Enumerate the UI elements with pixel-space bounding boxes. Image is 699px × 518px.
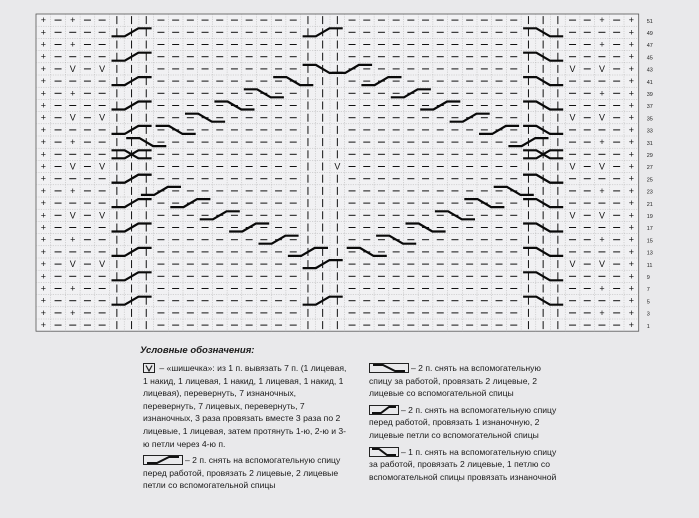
stitch-knit-symbol: + [70,234,76,245]
stitch-knit-symbol: + [40,320,46,331]
stitch-knit-symbol: + [40,271,46,282]
stitch-knit-symbol: + [70,283,76,294]
stitch-knit-symbol: + [628,161,634,172]
row-number: 37 [646,104,653,111]
cable-front-2-2-icon [143,455,183,465]
legend-item-cable-front-2-1 [369,404,557,442]
stitch-knit-symbol: + [628,76,634,87]
stitch-bobble-symbol: V [69,161,76,172]
stitch-knit-symbol: + [628,124,634,135]
row-number: 17 [646,226,653,233]
stitch-knit-symbol: + [40,259,46,270]
stitch-knit-symbol: + [628,149,634,160]
stitch-bobble-symbol: V [569,210,576,221]
stitch-knit-symbol: + [40,210,46,221]
stitch-knit-symbol: + [40,173,46,184]
stitch-knit-symbol: + [40,63,46,74]
row-number: 25 [646,177,653,184]
stitch-knit-symbol: + [599,234,605,245]
stitch-knit-symbol: + [628,210,634,221]
stitch-knit-symbol: + [628,283,634,294]
stitch-bobble-symbol: V [569,259,576,270]
stitch-knit-symbol: + [628,259,634,270]
row-number: 45 [646,55,653,62]
stitch-knit-symbol: + [628,88,634,99]
stitch-knit-symbol: + [628,137,634,148]
legend-item-cable-back-1-2 [369,446,557,484]
row-number: 43 [646,67,653,74]
stitch-knit-symbol: + [628,320,634,331]
stitch-knit-symbol: + [40,234,46,245]
stitch-knit-symbol: + [40,15,46,26]
stitch-knit-symbol: + [40,222,46,233]
legend-cable-back-1-2-text: – 1 п. снять на вспомогательную спицу за работой, провязать 2 лицевые, 1 петлю со вспомогательной спицы провязать изнаночной [369,446,557,482]
row-number: 33 [646,128,653,135]
stitch-knit-symbol: + [70,39,76,50]
legend-cable-front-2-2-text: – 2 п. снять на вспомогательную спицу перед работой, провязать 2 лицевые, 2 лицевые петли со вспомогательной спицы [143,455,341,491]
stitch-knit-symbol: + [628,271,634,282]
legend-bobble-text: – «шишечка»: из 1 п. вывязать 7 п. (1 лицевая, 1 накид, 1 лицевая, 1 накид, 1 лицевая, 1 накид, 1 лицевая), перевернуть, 7 изнаночных, перевернуть, 7 лицевых, перевернуть, 7 изнаночных, 3 раза провязать вместе 3 раза по 2 лицевые, 1 лицевая, затем протянуть 1-ю, 2-ю и 3-ю петли через 4-ю п. [143,363,347,449]
stitch-bobble-symbol: V [569,161,576,172]
stitch-knit-symbol: + [628,112,634,123]
row-number: 11 [646,262,653,269]
stitch-knit-symbol: + [40,27,46,38]
row-number: 13 [646,250,653,257]
stitch-knit-symbol: + [70,185,76,196]
row-number: 7 [646,287,650,294]
stitch-knit-symbol: + [40,149,46,160]
legend-item-cable-front-2-2 [143,454,351,492]
stitch-knit-symbol: + [628,63,634,74]
stitch-knit-symbol: + [628,234,634,245]
row-number: 9 [646,274,650,281]
row-number: 39 [646,91,653,98]
stitch-knit-symbol: + [40,198,46,209]
row-number: 5 [646,299,650,306]
stitch-knit-symbol: + [628,307,634,318]
stitch-bobble-symbol: V [598,63,605,74]
stitch-knit-symbol: + [599,15,605,26]
row-number: 15 [646,238,653,245]
stitch-bobble-symbol: V [598,259,605,270]
cable-front-2-1-purl-icon [369,405,399,415]
stitch-bobble-symbol: V [598,210,605,221]
stitch-knit-symbol: + [599,283,605,294]
stitch-knit-symbol: + [40,51,46,62]
row-number: 21 [646,201,653,208]
legend-item-cable-back-2-2 [369,362,557,400]
stitch-knit-symbol: + [628,27,634,38]
stitch-bobble-symbol: V [334,161,341,172]
legend-cable-front-2-1-text: – 2 п. снять на вспомогательную спицу перед работой, провязать 1 изнаночную, 2 лицевые петли со вспомогательной спицы [369,404,557,440]
stitch-knit-symbol: + [70,137,76,148]
stitch-knit-symbol: + [628,222,634,233]
cable-back-1-purl-2-icon [369,447,399,457]
stitch-knit-symbol: + [599,307,605,318]
stitch-bobble-symbol: V [69,259,76,270]
stitch-bobble-symbol: V [99,259,106,270]
stitch-knit-symbol: + [599,39,605,50]
stitch-knit-symbol: + [628,185,634,196]
legend-title: Условные обозначения: [140,345,255,356]
stitch-knit-symbol: + [40,137,46,148]
stitch-bobble-symbol: V [99,112,106,123]
stitch-knit-symbol: + [40,88,46,99]
row-number: 49 [646,30,653,37]
stitch-knit-symbol: + [40,307,46,318]
stitch-knit-symbol: + [628,100,634,111]
row-number: 41 [646,79,653,86]
stitch-knit-symbol: + [40,76,46,87]
stitch-knit-symbol: + [628,39,634,50]
row-number: 3 [646,311,650,318]
stitch-knit-symbol: + [70,88,76,99]
stitch-bobble-symbol: V [99,63,106,74]
stitch-knit-symbol: + [599,137,605,148]
stitch-bobble-symbol: V [69,210,76,221]
cable-back-2-2-icon [369,363,409,373]
stitch-bobble-symbol: V [99,161,106,172]
row-number: 31 [646,140,653,147]
legend-cable-back-2-2-text: – 2 п. снять на вспомогательную спицу за работой, провязать 2 лицевые, 2 лицевые со вспомогательной спицы [369,363,541,399]
stitch-bobble-symbol: V [598,112,605,123]
stitch-bobble-symbol: V [99,210,106,221]
row-number: 19 [646,213,653,220]
stitch-bobble-symbol: V [569,112,576,123]
stitch-knit-symbol: + [40,185,46,196]
stitch-knit-symbol: + [628,51,634,62]
stitch-knit-symbol: + [40,112,46,123]
row-number: 1 [646,323,650,330]
stitch-knit-symbol: + [599,88,605,99]
row-number: 23 [646,189,653,196]
row-number: 27 [646,165,653,172]
row-number: 51 [646,18,653,25]
stitch-knit-symbol: + [40,39,46,50]
stitch-knit-symbol: + [40,100,46,111]
stitch-knit-symbol: + [40,124,46,135]
stitch-knit-symbol: + [40,246,46,257]
stitch-bobble-symbol: V [598,161,605,172]
stitch-knit-symbol: + [40,295,46,306]
row-number: 29 [646,152,653,159]
legend-column-left [143,362,351,496]
stitch-knit-symbol: + [628,173,634,184]
stitch-knit-symbol: + [40,161,46,172]
row-number: 35 [646,116,653,123]
stitch-knit-symbol: + [628,246,634,257]
row-number: 47 [646,43,653,50]
stitch-bobble-symbol: V [69,63,76,74]
stitch-knit-symbol: + [70,15,76,26]
stitch-bobble-symbol: V [569,63,576,74]
legend-column-right [369,362,557,487]
bobble-symbol-icon [143,363,155,373]
stitch-bobble-symbol: V [69,112,76,123]
stitch-knit-symbol: + [40,283,46,294]
stitch-knit-symbol: + [628,198,634,209]
stitch-knit-symbol: + [70,307,76,318]
stitch-knit-symbol: + [628,15,634,26]
stitch-knit-symbol: + [628,295,634,306]
stitch-knit-symbol: + [599,185,605,196]
legend-item-bobble [143,362,351,450]
